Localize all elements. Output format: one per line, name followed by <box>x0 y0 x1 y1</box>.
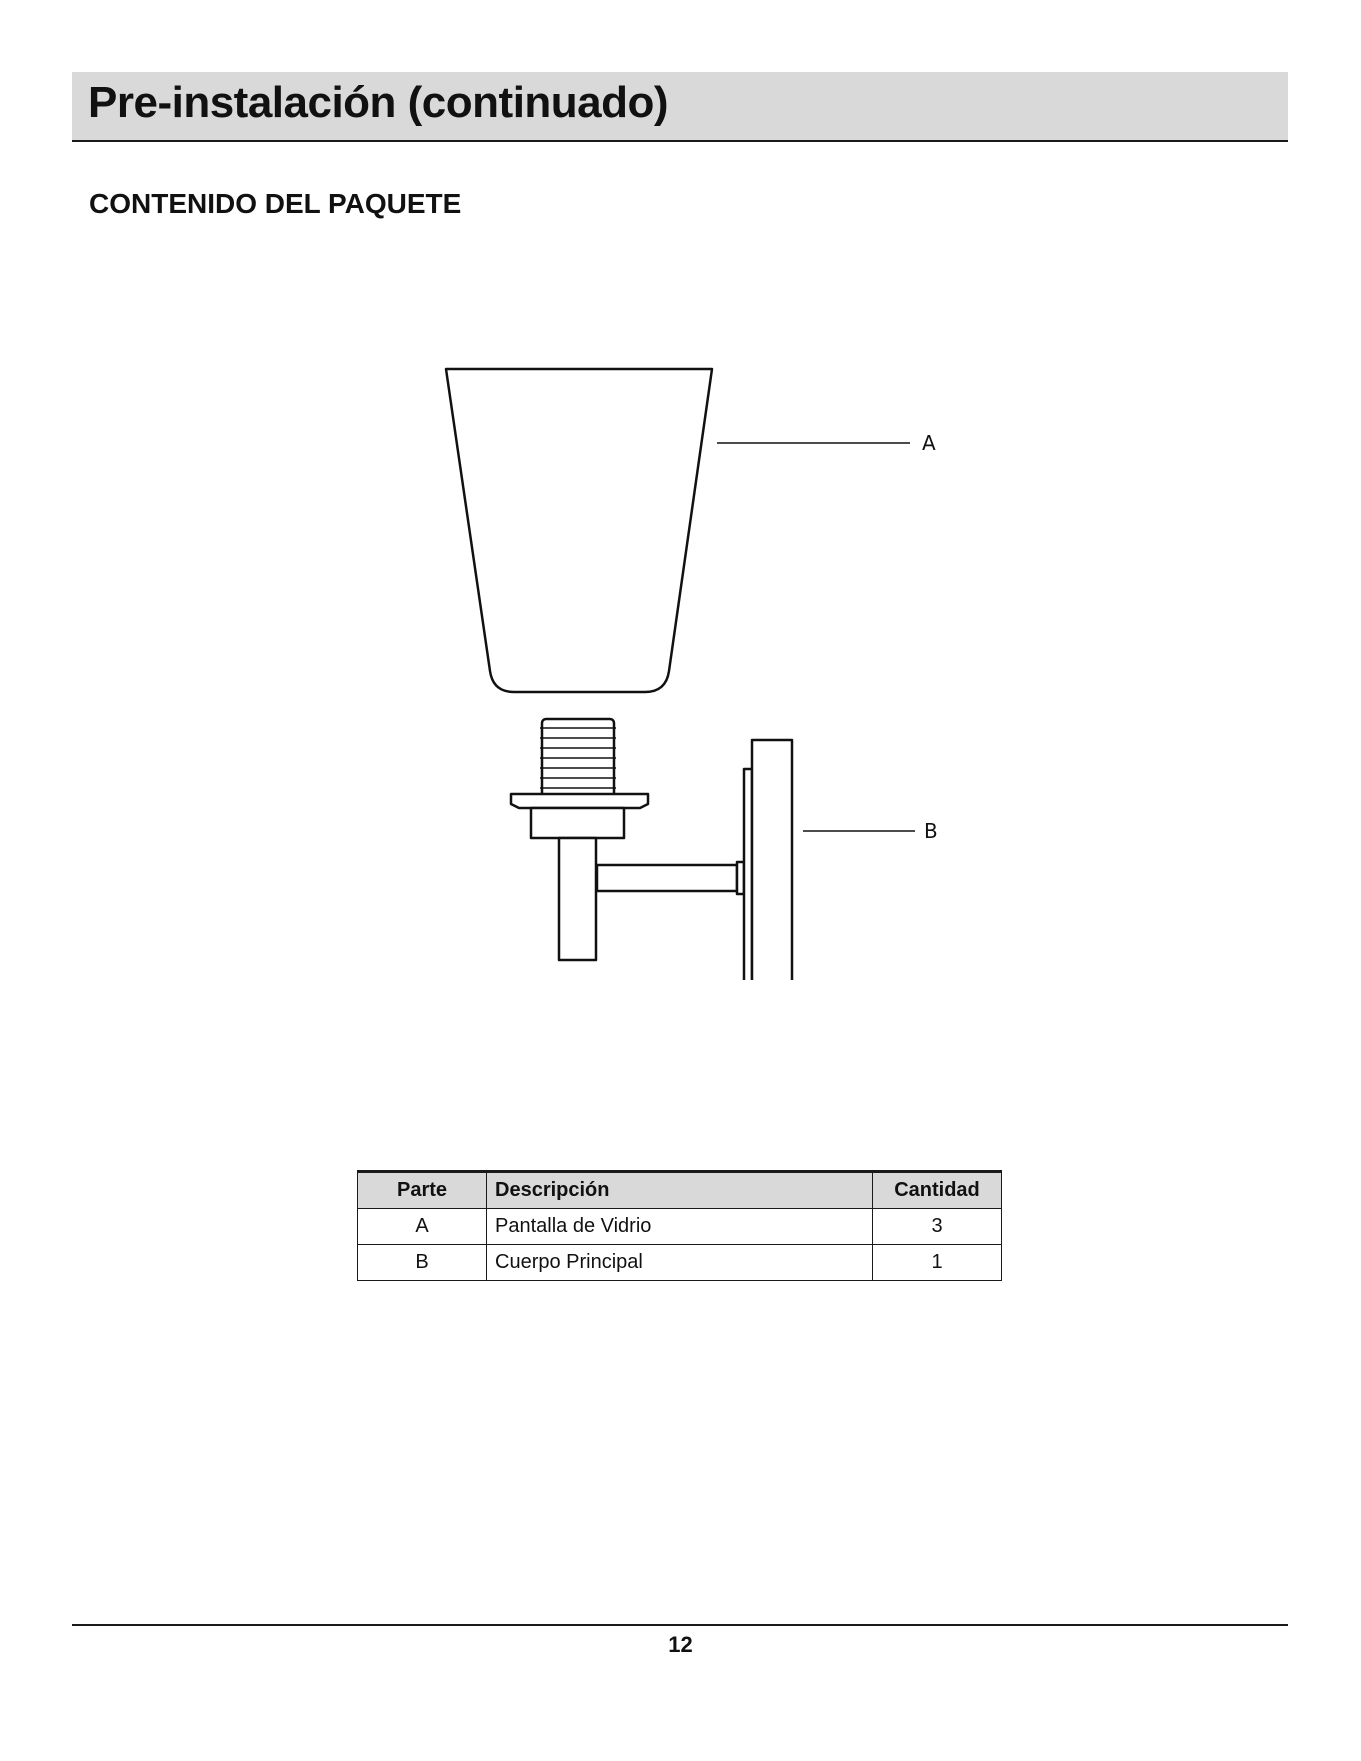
callout-label-a: A <box>922 431 936 455</box>
parts-table <box>357 1170 1002 1281</box>
table-header-row <box>358 1172 1002 1209</box>
table-row <box>358 1245 1002 1281</box>
parts-diagram <box>400 350 960 980</box>
column-header-part: Parte <box>358 1172 487 1209</box>
cell-quantity: 1 <box>873 1245 1002 1281</box>
page-title: Pre-instalación (continuado) <box>88 78 669 127</box>
footer-rule <box>72 1624 1288 1626</box>
header-band <box>72 72 1288 142</box>
column-header-description: Descripción <box>487 1172 873 1209</box>
column-header-quantity: Cantidad <box>873 1172 1002 1209</box>
glass-shade-icon <box>446 369 712 692</box>
table-row <box>358 1209 1002 1245</box>
cell-description: Cuerpo Principal <box>487 1245 873 1281</box>
main-body-icon <box>511 719 792 980</box>
cell-description: Pantalla de Vidrio <box>487 1209 873 1245</box>
cell-part: A <box>358 1209 487 1245</box>
cell-quantity: 3 <box>873 1209 1002 1245</box>
cell-part: B <box>358 1245 487 1281</box>
page-number: 12 <box>668 1632 693 1657</box>
callout-label-b: B <box>924 819 938 843</box>
section-title: CONTENIDO DEL PAQUETE <box>89 188 462 219</box>
